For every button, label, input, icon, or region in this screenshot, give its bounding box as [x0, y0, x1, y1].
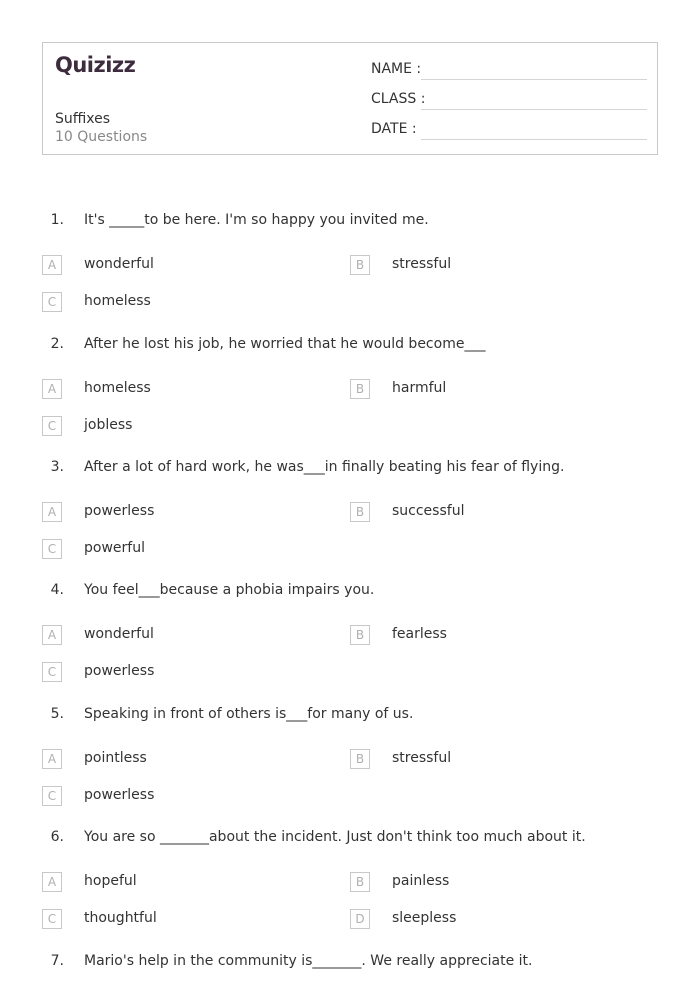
worksheet-title: Suffixes [55, 111, 111, 127]
option-b[interactable] [350, 872, 630, 894]
option-c[interactable] [42, 416, 322, 438]
question-7 [0, 953, 700, 975]
option-letter-box: C [42, 662, 62, 682]
question-6 [0, 829, 700, 851]
date-line [421, 139, 647, 140]
option-b[interactable] [350, 379, 630, 401]
option-c[interactable] [42, 539, 322, 561]
option-letter-box: B [350, 255, 370, 275]
option-letter-box: B [350, 625, 370, 645]
option-c[interactable] [42, 786, 322, 808]
option-letter-box: A [42, 502, 62, 522]
option-b[interactable] [350, 255, 630, 277]
option-text: stressful [392, 256, 452, 272]
option-a[interactable] [42, 379, 322, 401]
name-line [421, 79, 647, 80]
question-1 [0, 212, 700, 234]
option-letter-box: B [350, 502, 370, 522]
option-text: pointless [84, 750, 147, 766]
question-number: 5. [50, 706, 64, 722]
option-text: powerless [84, 787, 155, 803]
option-letter-box: C [42, 909, 62, 929]
option-letter-box: C [42, 539, 62, 559]
question-number: 7. [50, 953, 64, 969]
question-number: 4. [50, 582, 64, 598]
question-2 [0, 336, 700, 358]
class-label: CLASS : [371, 91, 426, 107]
option-text: homeless [84, 293, 151, 309]
option-a[interactable] [42, 502, 322, 524]
option-text: stressful [392, 750, 452, 766]
question-number: 2. [50, 336, 64, 352]
question-text: You are so _______about the incident. Just don't think too much about it. [84, 829, 586, 845]
option-text: thoughtful [84, 910, 157, 926]
option-letter-box: A [42, 625, 62, 645]
worksheet-header [42, 42, 658, 155]
quizizz-logo: Quizizz [55, 53, 136, 77]
option-letter-box: C [42, 786, 62, 806]
option-text: sleepless [392, 910, 457, 926]
option-b[interactable] [350, 749, 630, 771]
option-letter-box: B [350, 379, 370, 399]
date-label: DATE : [371, 121, 417, 137]
option-a[interactable] [42, 872, 322, 894]
option-text: wonderful [84, 626, 154, 642]
option-letter-box: A [42, 749, 62, 769]
option-a[interactable] [42, 625, 322, 647]
option-letter-box: C [42, 416, 62, 436]
option-letter-box: A [42, 255, 62, 275]
option-b[interactable] [350, 625, 630, 647]
question-3 [0, 459, 700, 481]
option-a[interactable] [42, 749, 322, 771]
class-line [421, 109, 647, 110]
option-text: hopeful [84, 873, 137, 889]
option-c[interactable] [42, 909, 322, 931]
option-text: powerless [84, 663, 155, 679]
option-text: wonderful [84, 256, 154, 272]
question-number: 3. [50, 459, 64, 475]
option-b[interactable] [350, 502, 630, 524]
option-text: jobless [84, 417, 133, 433]
option-text: homeless [84, 380, 151, 396]
option-letter-box: B [350, 872, 370, 892]
option-letter-box: D [350, 909, 370, 929]
question-number: 6. [50, 829, 64, 845]
option-text: successful [392, 503, 465, 519]
option-a[interactable] [42, 255, 322, 277]
option-text: painless [392, 873, 450, 889]
option-text: harmful [392, 380, 447, 396]
option-text: powerless [84, 503, 155, 519]
option-letter-box: A [42, 872, 62, 892]
question-4 [0, 582, 700, 604]
option-letter-box: A [42, 379, 62, 399]
option-text: powerful [84, 540, 145, 556]
option-letter-box: B [350, 749, 370, 769]
question-5 [0, 706, 700, 728]
question-number: 1. [50, 212, 64, 228]
option-c[interactable] [42, 292, 322, 314]
option-d[interactable] [350, 909, 630, 931]
question-text: After he lost his job, he worried that he would become___ [84, 336, 486, 352]
question-text: You feel___because a phobia impairs you. [84, 582, 375, 598]
question-text: After a lot of hard work, he was___in finally beating his fear of flying. [84, 459, 565, 475]
question-text: Mario's help in the community is_______. We really appreciate it. [84, 953, 533, 969]
name-label: NAME : [371, 61, 422, 77]
option-letter-box: C [42, 292, 62, 312]
option-text: fearless [392, 626, 447, 642]
question-count: 10 Questions [55, 129, 148, 145]
question-text: Speaking in front of others is___for many of us. [84, 706, 414, 722]
option-c[interactable] [42, 662, 322, 684]
question-text: It's _____to be here. I'm so happy you invited me. [84, 212, 429, 228]
